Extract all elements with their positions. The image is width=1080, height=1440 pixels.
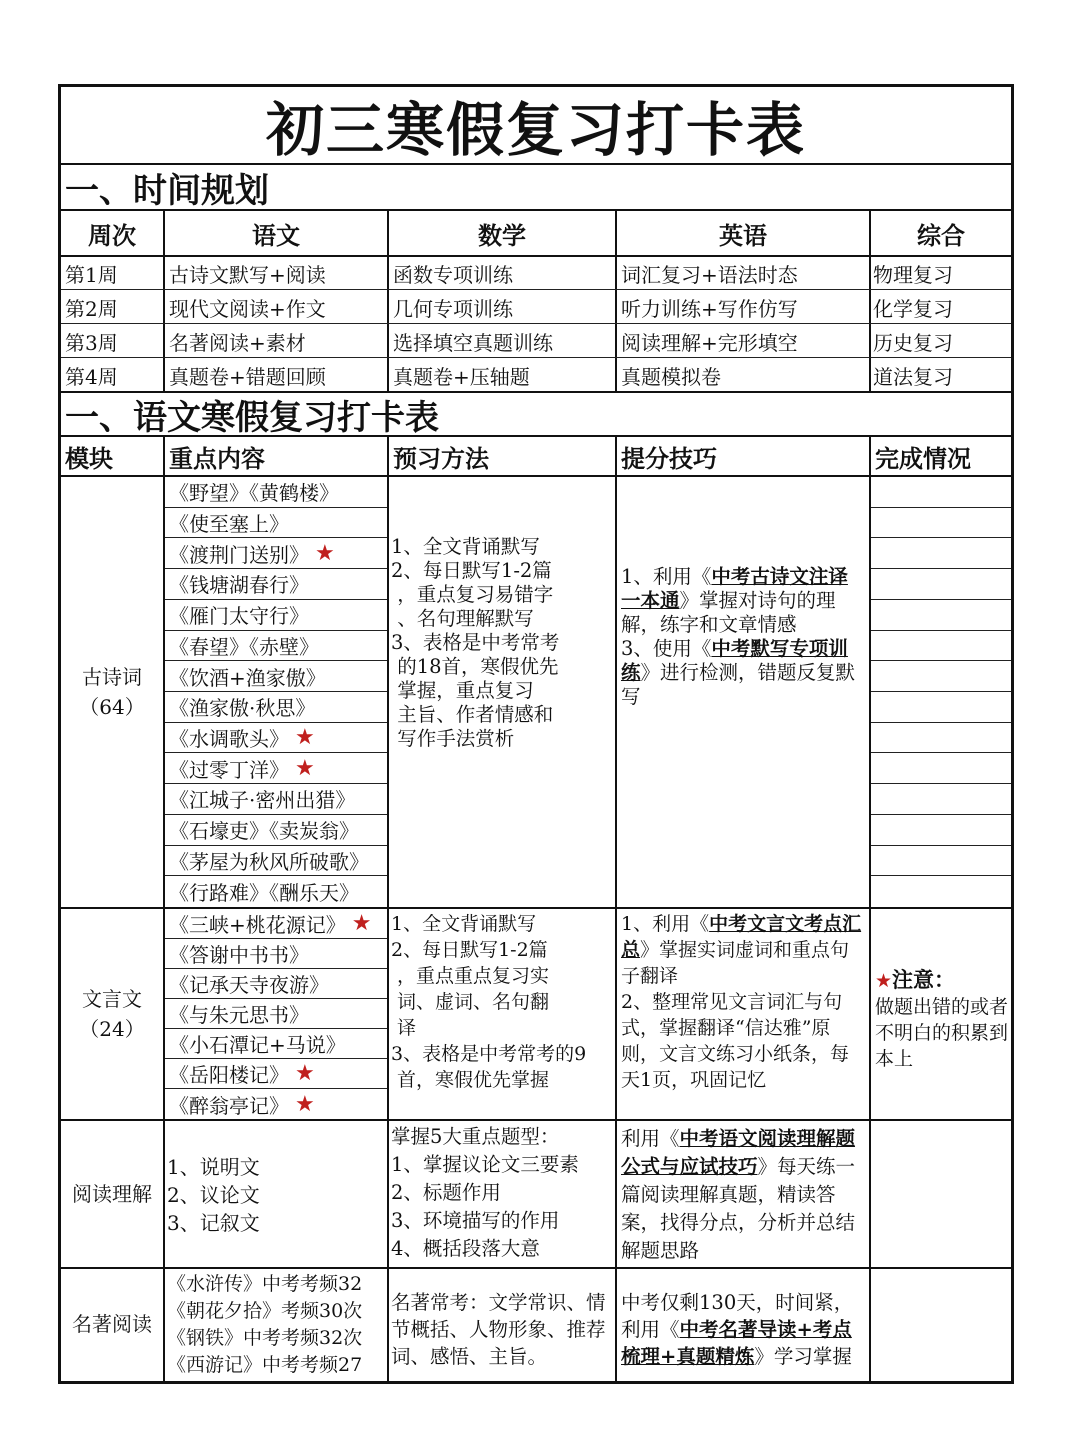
schedule-general-cell: 历史复习 [873,330,953,355]
module-poetry [61,477,163,907]
schedule-chinese-cell: 真题卷+错题回顾 [169,364,326,389]
module-classical-name: 文言文 [82,987,142,1011]
completion-checkbox[interactable] [871,753,1011,784]
content-item [165,999,387,1029]
module-classics [61,1269,163,1379]
poetry-items [165,477,387,907]
content-item [165,569,387,600]
classical-tips [621,911,865,1117]
star-icon: ★ [351,911,372,936]
reading-tip-book: 中考语文阅读理解题公式与应试技巧 [621,1127,856,1178]
content-item-title: 《渔家傲·秋思》 [169,696,316,721]
schedule-english-cell: 阅读理解+完形填空 [621,330,798,355]
content-item-title: 《记承天寺夜游》 [169,973,329,997]
classics-tips [621,1289,867,1379]
star-icon: ★ [295,755,315,781]
schedule-week-cell: 第3周 [65,330,118,355]
content-item [165,909,387,939]
star-icon: ★ [315,540,335,566]
classical-tip1-pre: 1、利用《 [621,913,710,935]
content-item-title: 《钱塘湖春行》 [169,573,309,598]
content-item-title: 《答谢中书书》 [169,943,309,967]
content-item-title: 《岳阳楼记》 [169,1063,289,1087]
schedule-heading: 一、时间规划 [61,165,1011,211]
classics-tip-pre: 中考仅剩130天，时间紧，利用《 [621,1291,854,1341]
poetry-tip1-post: 》掌握对诗句的理解，练字和文章情感 [621,589,836,636]
star-icon: ★ [295,1061,315,1086]
content-item [165,692,387,723]
module-classical [61,909,163,1119]
page-title: 初三寒假复习打卡表 [61,87,1011,165]
checkin-sheet [58,84,1014,1384]
classics-tip-book: 中考名著导读+考点梳理+真题精炼 [621,1318,852,1368]
module-poetry-count: （64） [79,695,145,719]
content-item [165,723,387,754]
content-item-title: 《醉翁亭记》 [169,1093,289,1118]
classical-items [165,909,387,1119]
content-item [165,815,387,846]
reading-tips [621,1125,867,1265]
content-item-title: 《行路难》《酬乐天》 [169,881,359,906]
content-item-title: 《小石潭记+马说》 [169,1033,346,1057]
checklist-table [61,437,1011,1381]
classical-method: 1、全文背诵默写 2、每日默写1-2篇 ，重点重点复习实 词、虚词、名句翻 译 3、表格是中考常考的9 首，寒假优先掌握 [391,913,587,1091]
content-item [165,631,387,662]
star-icon: ★ [875,970,893,992]
schedule-header-general: 综合 [917,220,965,250]
content-item-title: 《饮酒+渔家傲》 [169,665,326,690]
checklist-header-module: 模块 [65,443,113,473]
classics-item: 《西游记》中考考频27 [167,1354,363,1376]
module-classical-count: （24） [79,1017,145,1041]
schedule-header-week: 周次 [88,220,136,250]
schedule-week-cell: 第2周 [65,296,118,321]
schedule-general-cell: 化学复习 [873,296,953,321]
content-item-title: 《使至塞上》 [169,512,289,537]
completion-checkbox[interactable] [871,692,1011,723]
module-reading [61,1121,163,1267]
reading-item: 1、说明文 [167,1155,260,1179]
content-item [165,846,387,877]
reading-tip-pre: 利用《 [621,1127,680,1150]
content-item-title: 《与朱元思书》 [169,1003,309,1027]
content-item-title: 《石壕吏》《卖炭翁》 [169,819,359,844]
schedule-math-cell: 几何专项训练 [393,296,513,321]
poetry-tip2-post: 》进行检测，错题反复默写 [621,661,856,708]
schedule-english-cell: 真题模拟卷 [621,364,721,389]
content-item [165,1089,387,1119]
completion-checkbox[interactable] [871,508,1011,539]
classics-method: 名著常考：文学常识、情节概括、人物形象、推荐词、感悟、主旨。 [391,1291,606,1368]
completion-checkbox[interactable] [871,876,1011,907]
completion-checkbox[interactable] [871,784,1011,815]
note-title: 注意： [892,967,956,992]
note-body: 做题出错的或者不明白的积累到本上 [875,996,1009,1070]
content-item-title: 《水调歌头》 [169,727,289,752]
schedule-header-english: 英语 [719,220,767,250]
poetry-status-column [871,477,1011,907]
content-item-title: 《三峡+桃花源记》 [169,913,346,937]
content-item [165,538,387,569]
schedule-english-cell: 词汇复习+语法时态 [621,262,798,287]
content-item [165,784,387,815]
classics-tip-post: 》学习掌握 [754,1345,852,1368]
content-item-title: 《茅屋为秋风所破歌》 [169,849,369,874]
completion-checkbox[interactable] [871,661,1011,692]
poetry-tips [621,565,865,745]
schedule-math-cell: 函数专项训练 [393,262,513,287]
checklist-header-content: 重点内容 [169,443,265,473]
completion-checkbox[interactable] [871,538,1011,569]
classics-item: 《钢铁》中考考频32次 [167,1327,363,1349]
schedule-math-cell: 真题卷+压轴题 [393,364,530,389]
completion-checkbox[interactable] [871,723,1011,754]
completion-checkbox[interactable] [871,631,1011,662]
schedule-week-cell: 第1周 [65,262,118,287]
note-box [875,967,1009,1087]
poetry-tip1-book: 中考古诗文注译一本通 [621,565,848,612]
poetry-method: 1、全文背诵默写 2、每日默写1-2篇 ，重点复习易错字 、名句理解默写 3、表格是中考常考 的18首，寒假优先 掌握，重点复习 主旨、作者情感和 写作手法赏析 [391,535,560,750]
checklist-header-method: 预习方法 [393,443,489,473]
content-item [165,876,387,907]
classics-item: 《朝花夕拾》考频30次 [167,1300,363,1322]
reading-items [167,1153,385,1253]
reading-tip-post: 》每天练一篇阅读理解真题，精读答案，找得分点，分析并总结 解题思路 [621,1155,867,1262]
content-item-title: 《春望》《赤壁》 [169,634,319,659]
content-item-title: 《雁门太守行》 [169,604,309,629]
schedule-chinese-cell: 古诗文默写+阅读 [169,262,326,287]
content-item-title: 《渡荆门送别》 [169,542,309,567]
content-item [165,508,387,539]
content-item [165,969,387,999]
poetry-tip2-pre: 3、使用《 [621,637,712,660]
schedule-table [61,211,1011,393]
classical-tip1-book: 中考文言文考点汇总 [621,913,862,961]
schedule-chinese-cell: 名著阅读+素材 [169,330,306,355]
schedule-chinese-cell: 现代文阅读+作文 [169,296,326,321]
classical-tip1-post: 》掌握实词虚词和重点句子翻译 [621,939,850,987]
star-icon: ★ [295,1091,315,1117]
schedule-general-cell: 道法复习 [873,364,953,389]
completion-checkbox[interactable] [871,569,1011,600]
checklist-header-tips: 提分技巧 [621,443,717,473]
reading-item: 3、记叙文 [167,1211,260,1235]
poetry-tip1-pre: 1、利用《 [621,565,712,588]
classics-item: 《水浒传》中考考频32 [167,1273,363,1295]
star-icon: ★ [295,725,315,751]
schedule-english-cell: 听力训练+写作仿写 [621,296,798,321]
schedule-week-cell: 第4周 [65,364,118,389]
completion-checkbox[interactable] [871,477,1011,508]
content-item-title: 《江城子·密州出猎》 [169,788,356,813]
module-poetry-name: 古诗词 [82,665,142,689]
content-item [165,1059,387,1089]
content-item [165,600,387,631]
classical-tip2: 2、整理常见文言词汇与句式，掌握翻译“信达雅”原则，文言文练习小纸条，每天1页，巩固记忆 [621,991,850,1091]
module-classics-name: 名著阅读 [72,1312,152,1336]
content-item [165,1029,387,1059]
schedule-general-cell: 物理复习 [873,262,953,287]
checklist-header-status: 完成情况 [875,443,971,473]
schedule-header-math: 数学 [478,220,526,250]
completion-checkbox[interactable] [871,846,1011,877]
reading-method: 掌握5大重点题型： 1、掌握议论文三要素 2、标题作用 3、环境描写的作用 4、概括段落大意 [391,1125,579,1260]
completion-checkbox[interactable] [871,600,1011,631]
schedule-math-cell: 选择填空真题训练 [393,330,553,355]
poetry-tip2-book: 中考默写专项训练 [621,637,848,684]
content-item [165,939,387,969]
classics-items [167,1271,387,1379]
completion-checkbox[interactable] [871,815,1011,846]
content-item [165,477,387,508]
checklist-heading: 一、语文寒假复习打卡表 [61,393,1011,437]
content-item [165,753,387,784]
reading-item: 2、议论文 [167,1183,260,1207]
module-reading-name: 阅读理解 [72,1182,152,1206]
content-item [165,661,387,692]
content-item-title: 《过零丁洋》 [169,757,289,782]
schedule-header-chinese: 语文 [252,220,300,250]
content-item-title: 《野望》《黄鹤楼》 [169,481,339,506]
